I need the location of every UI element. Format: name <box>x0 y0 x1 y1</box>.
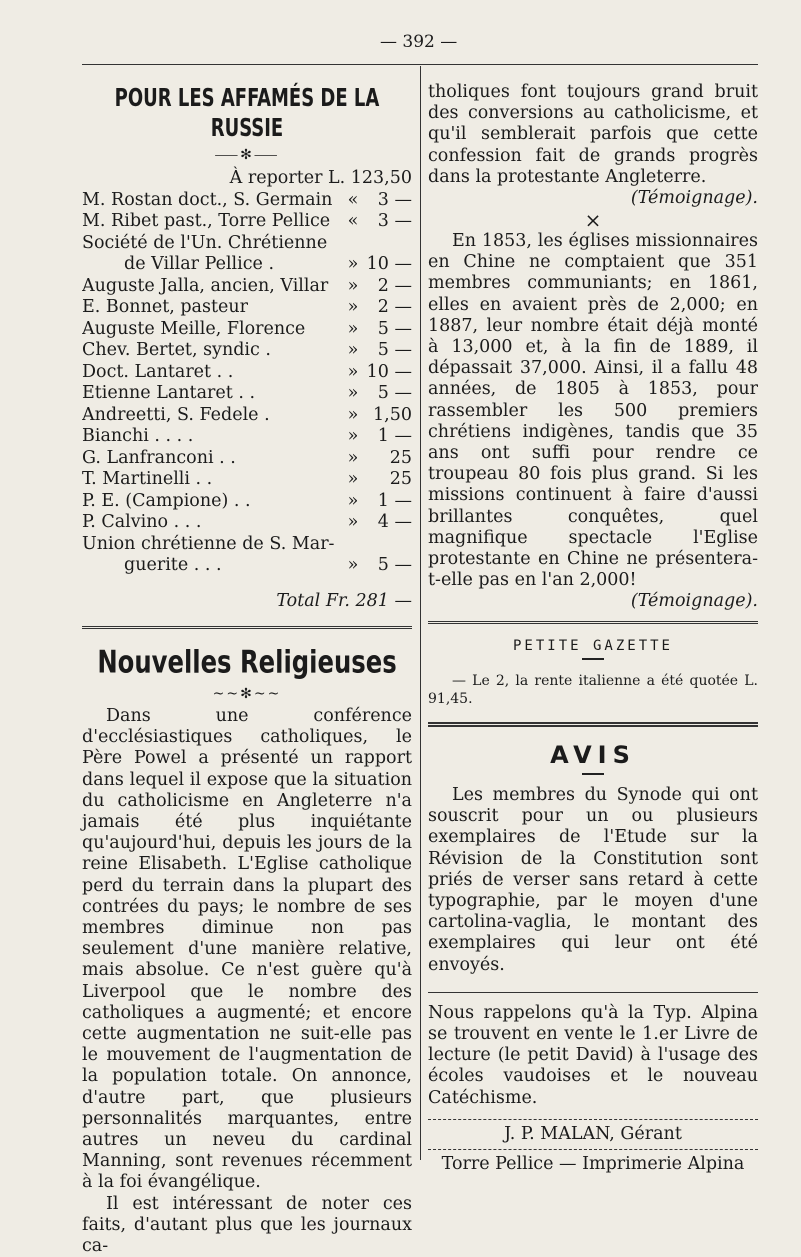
avis-rule <box>582 773 604 775</box>
donation-entry <box>82 555 412 577</box>
donation-entry <box>82 276 412 298</box>
donation-entry <box>82 211 412 233</box>
chine-text: En 1853, les églises missionnaires en Chine ne comptaient que 351 membres communiants; en 1861, elles en avaient près de 2,000; en 1887, leur nombre était déjà monté à 13,000 et, à la fin de 1889, il dépassait 37,000. Ainsi, il a fallu 48 années, de 1805 à 1853, pour rassembler les 500 premiers chrétiens indigènes, tandis que 35 ans ont suffi pour rendre ce troupeau 80 fois plus grand. Si les missions continuent à faire d'aussi brillantes conquêtes, quel magnifique spectacle l'Eglise protestante en Chine ne présentera-t-elle pas en l'an 2,000! <box>428 231 758 591</box>
donation-entry <box>82 491 412 513</box>
nouvelles-paragraph-1: Dans une conférence d'ecclésiastiques catholiques, le Père Powel a présenté un rapport dans lequel il expose que la situation du catholicisme en Angleterre n'a jamais été plus inquiétante qu'aujourd'hui, depuis les jours de la reine Elisabeth. L'Eglise catholique perd du terrain dans la plupart des contrées du pays; le nombre de ses membres diminue non pas seulement d'une manière relative, mais absolue. Ce n'est guère qu'à Liverpool que le nombre des catholiques a augmenté; et encore cette augmentation ne suit-elle pas le mouvement de l'augmentation de la population totale. On annonce, d'autre part, que plusieurs personnalités marquantes, entre autres un neveu du cardinal Manning, sont revenues récemment à la foi évangélique. <box>82 706 412 1193</box>
donation-entry <box>82 448 412 470</box>
nouvelles-title: Nouvelles Religieuses <box>97 644 397 681</box>
donation-entry <box>82 469 412 491</box>
report-line: À reporter L. 123,50 <box>229 168 412 188</box>
nouvelles-ornament: ~~✻~~ <box>212 686 282 702</box>
donor-name: P. E. (Campione) . . <box>82 490 251 511</box>
separator-rule-5 <box>428 1119 758 1120</box>
currency-mark <box>340 534 366 556</box>
donation-entry <box>82 254 412 276</box>
donor-name: Andreetti, S. Fedele . <box>82 404 270 425</box>
amount: 2 — <box>377 297 412 317</box>
currency-mark: « <box>347 189 359 210</box>
continued-text: tholiques font toujours grand bruit des conversions au catholicisme, et qu'il semblerait parfois que cette confession fait de grands progrès dans la protestante Angleterre. <box>428 82 758 187</box>
gazette-text: — Le 2, la rente italienne a été quotée L. 91,45. <box>428 672 758 707</box>
donation-entry <box>82 319 412 341</box>
amount: 25 <box>389 447 412 468</box>
currency-mark: » <box>347 383 359 403</box>
right-column <box>428 70 758 1176</box>
separator-rule-4 <box>428 992 758 993</box>
currency-mark: » <box>347 490 359 511</box>
imprimerie-line: Torre Pellice — Imprimerie Alpina <box>441 1154 745 1175</box>
donor-name: Doct. Lantaret . . <box>82 361 234 382</box>
donor-name: M. Rostan doct., S. Germain <box>82 189 333 210</box>
amount: 1,50 <box>373 404 412 425</box>
donor-name: guerite . . . <box>124 555 222 575</box>
amount: 5 — <box>377 340 412 360</box>
continued-article <box>428 82 758 188</box>
separator-rule-6 <box>428 1149 758 1150</box>
amount: 1 — <box>377 490 412 511</box>
donation-entry <box>82 233 412 255</box>
alpina-text: Nous rappelons qu'à la Typ. Alpina se trouvent en vente le 1.er Livre de lecture (le petit David) à l'usage des écoles vaudoises et le nouveau Catéchisme. <box>428 1002 758 1108</box>
donation-entry <box>82 190 412 212</box>
donation-entry <box>82 405 412 427</box>
currency-mark: » <box>347 404 359 425</box>
donation-entry <box>82 512 412 534</box>
amount: 10 — <box>366 254 412 274</box>
currency-mark: » <box>347 426 359 446</box>
donor-name: T. Martinelli . . <box>82 469 213 489</box>
amount: 1 — <box>377 426 412 446</box>
currency-mark: » <box>347 254 359 274</box>
avis-text: Les membres du Synode qui ont souscrit pour un ou plusieurs exemplaires de l'Etude sur la Révision de la Constitution sont priés de verser sans retard à cette typographie, par le moyen d'une cartolina-vaglia, le montant des exemplaires qui leur ont été envoyés. <box>428 784 758 975</box>
amount: 3 — <box>377 189 412 210</box>
donation-entry <box>82 426 412 448</box>
amount: 5 — <box>377 318 412 339</box>
top-rule <box>82 64 758 65</box>
currency-mark: » <box>347 555 359 575</box>
separator-rule-3 <box>428 722 758 727</box>
left-column <box>82 70 412 1257</box>
alpina-article <box>428 1003 758 1109</box>
gazette-title: PETITE GAZETTE <box>512 637 673 654</box>
cross-separator: × <box>584 207 602 232</box>
gerant-line: J. P. MALAN, Gérant <box>504 1123 682 1144</box>
page-number: — 392 — <box>380 32 458 52</box>
nouvelles-article <box>82 706 412 1257</box>
separator-rule <box>82 626 412 629</box>
amount: 5 — <box>377 555 412 575</box>
currency-mark: » <box>347 340 359 360</box>
currency-mark: » <box>347 318 359 339</box>
donor-name: Bianchi . . . . <box>82 426 194 446</box>
currency-mark: » <box>347 297 359 317</box>
russie-title: POUR LES AFFAMÉS DE LA RUSSIE <box>114 82 380 142</box>
amount <box>366 534 412 556</box>
chine-article <box>428 231 758 591</box>
donor-name: Chev. Bertet, syndic . <box>82 340 271 360</box>
amount <box>366 233 412 255</box>
amount: 4 — <box>377 512 412 532</box>
currency-mark: » <box>347 361 359 382</box>
avis-title: AVIS <box>550 740 636 769</box>
donor-name: Union chrétienne de S. Mar- <box>82 533 335 554</box>
source-2: (Témoignage). <box>630 591 758 612</box>
amount: 2 — <box>377 275 412 296</box>
donor-name: G. Lanfranconi . . <box>82 447 236 468</box>
donor-name: Auguste Jalla, ancien, Villar <box>82 275 329 296</box>
separator-rule-2 <box>428 621 758 624</box>
donor-name: M. Ribet past., Torre Pellice <box>82 211 331 231</box>
donor-name: Auguste Meille, Florence <box>82 318 306 339</box>
currency-mark: « <box>347 211 359 231</box>
donor-name: de Villar Pellice . <box>124 254 275 274</box>
amount: 10 — <box>366 361 412 382</box>
donor-name: Société de l'Un. Chrétienne <box>82 232 328 253</box>
nouvelles-paragraph-2: Il est intéressant de noter ces faits, d'autant plus que les journaux ca- <box>82 1193 412 1257</box>
gazette-article <box>428 672 758 708</box>
donation-list <box>82 190 412 577</box>
currency-mark: » <box>347 447 359 468</box>
currency-mark: » <box>347 275 359 296</box>
avis-article <box>428 785 758 976</box>
amount: 5 — <box>377 383 412 403</box>
donation-entry <box>82 383 412 405</box>
donation-entry <box>82 297 412 319</box>
donor-name: E. Bonnet, pasteur <box>82 297 248 317</box>
currency-mark <box>340 233 366 255</box>
column-divider <box>420 66 421 1160</box>
donor-name: P. Calvino . . . <box>82 512 202 532</box>
amount: 25 <box>389 469 412 489</box>
source-1: (Témoignage). <box>630 188 758 209</box>
short-rule <box>582 658 604 660</box>
currency-mark: » <box>347 469 359 489</box>
donation-entry <box>82 340 412 362</box>
donor-name: Etienne Lantaret . . <box>82 383 256 403</box>
currency-mark: » <box>347 512 359 532</box>
amount: 3 — <box>377 211 412 231</box>
donation-entry <box>82 534 412 556</box>
ornament: ⸺✻⸺ <box>214 147 280 163</box>
total-line: Total Fr. 281 — <box>276 590 412 611</box>
donation-entry <box>82 362 412 384</box>
